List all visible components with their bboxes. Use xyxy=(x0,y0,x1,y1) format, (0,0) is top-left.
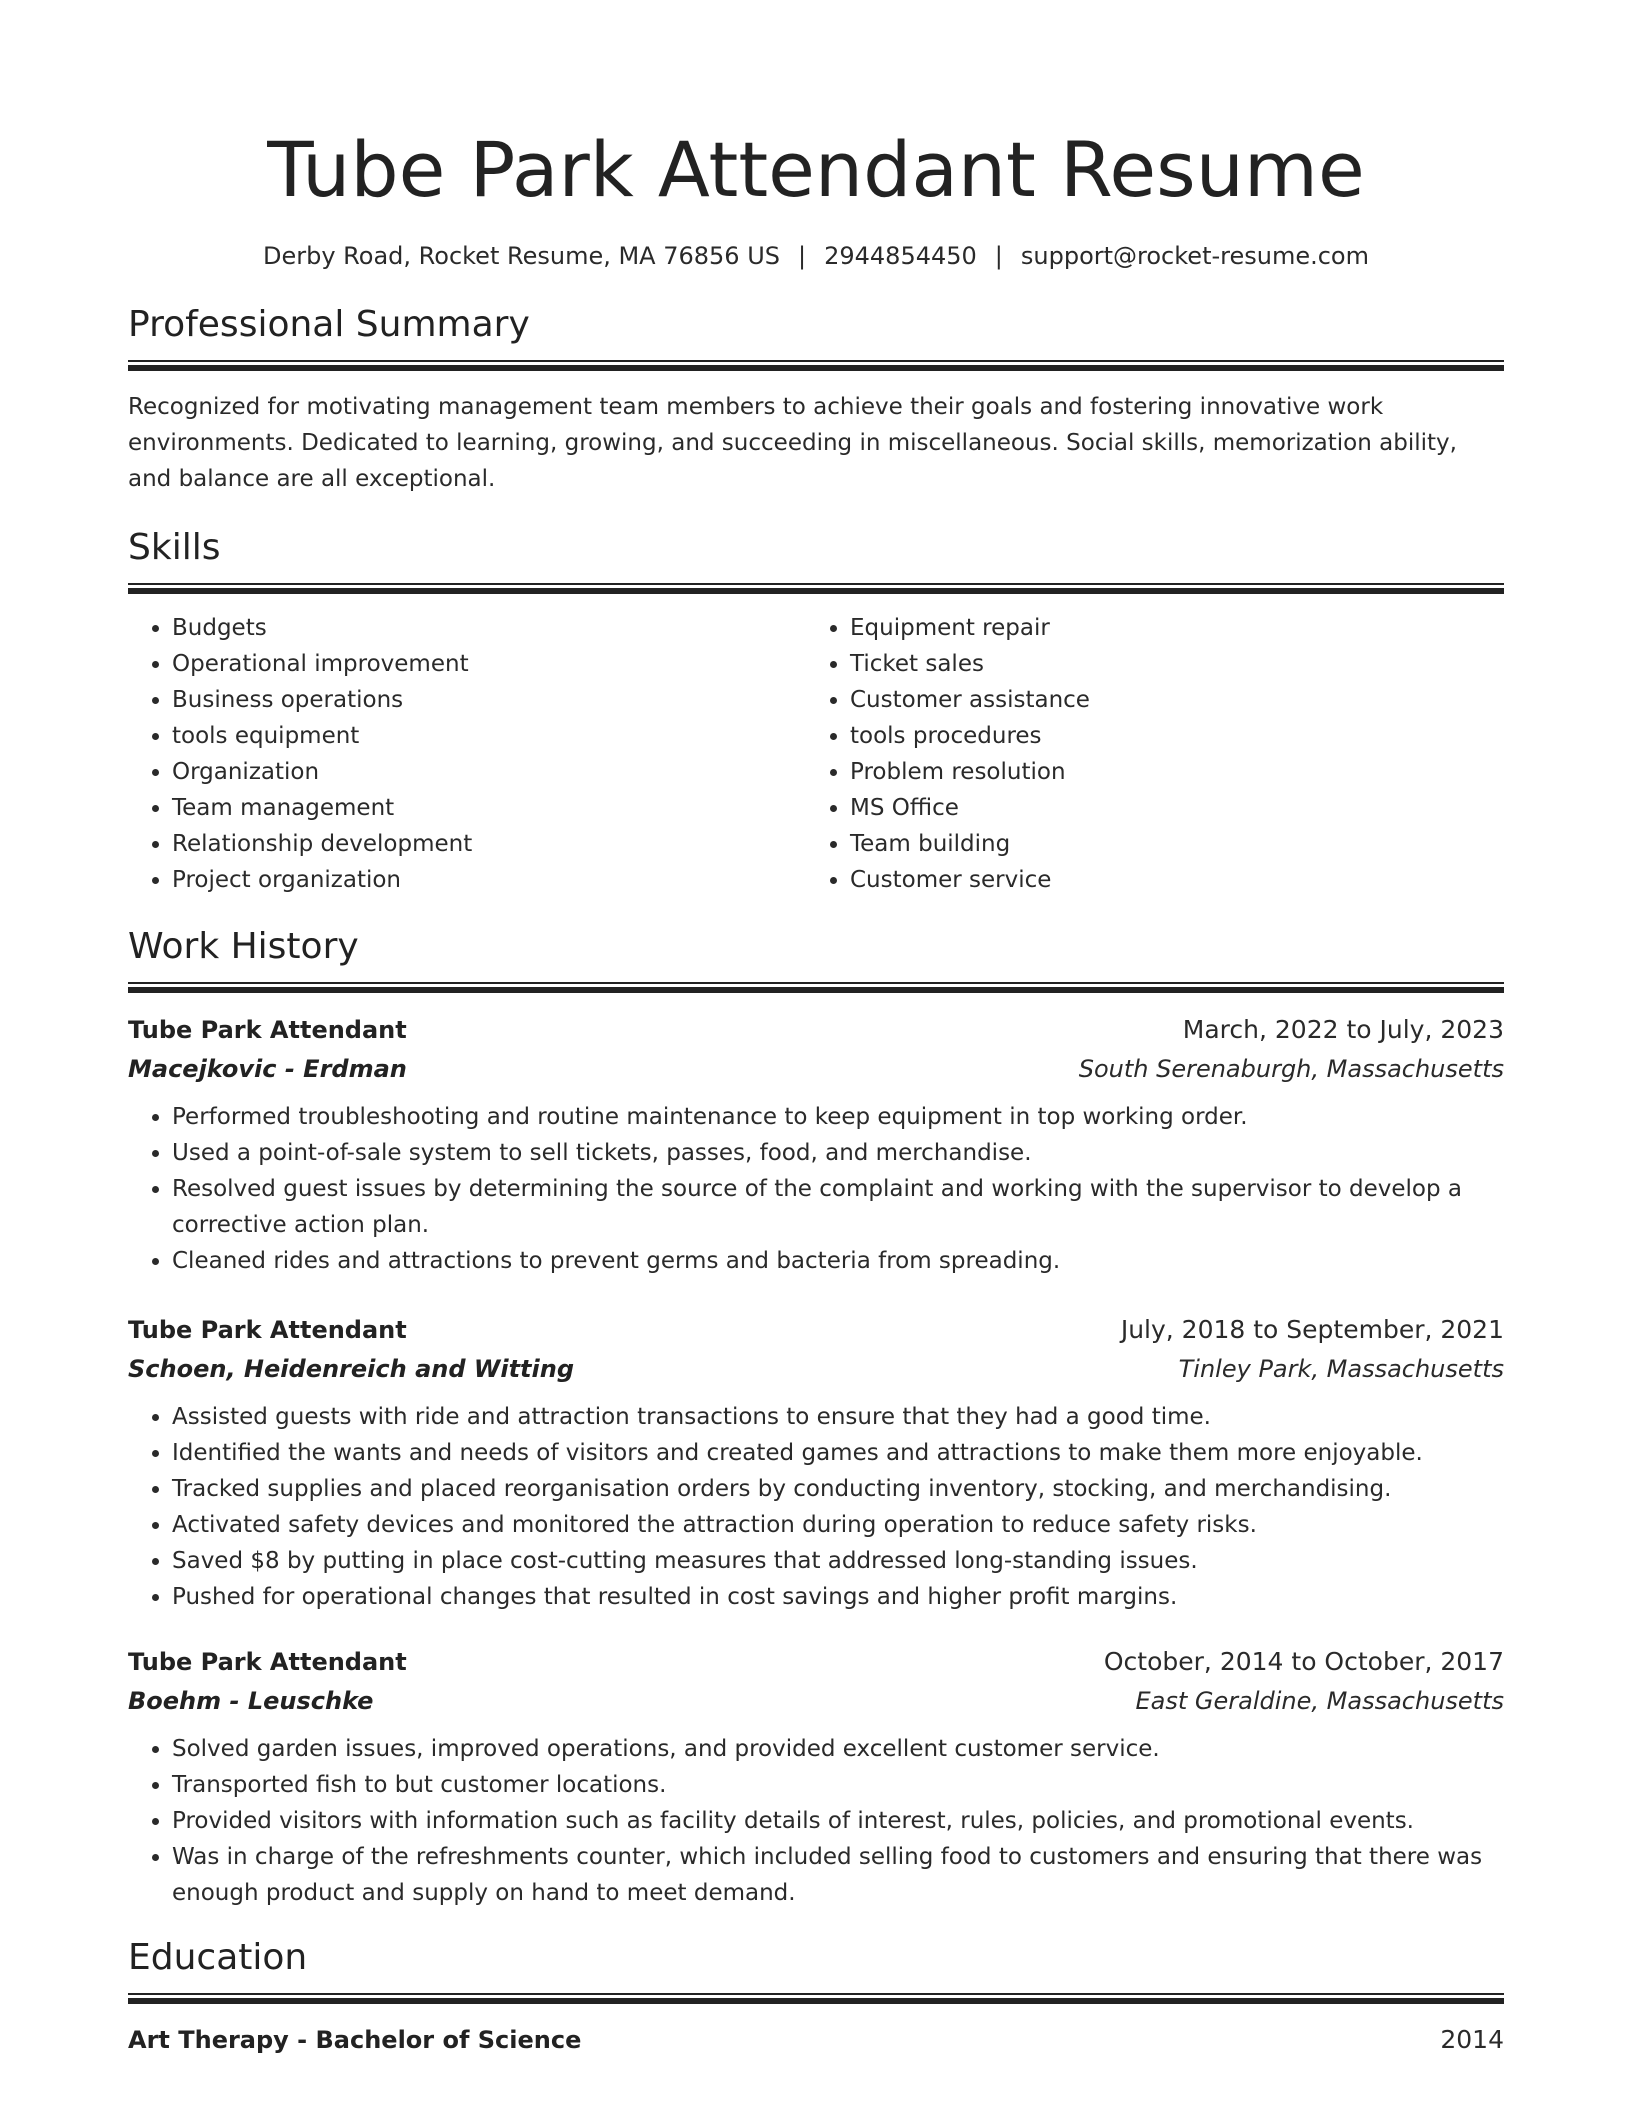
job-title: Tube Park Attendant xyxy=(128,1648,407,1676)
job-entry xyxy=(128,1311,1504,1615)
contact-line xyxy=(128,240,1504,272)
job-title: Tube Park Attendant xyxy=(128,1316,407,1344)
education-degree: Art Therapy - Bachelor of Science xyxy=(128,2026,582,2054)
job-bullet: • Identified the wants and needs of visitors and created games and attractions to make them more enjoyable. xyxy=(172,1435,1504,1471)
skills-section xyxy=(128,525,1504,898)
section-divider xyxy=(128,360,1504,371)
summary-section xyxy=(128,302,1504,497)
skill-item: • MS Office xyxy=(850,790,1484,826)
job-bullet: • Assisted guests with ride and attraction transactions to ensure that they had a good time. xyxy=(172,1399,1504,1435)
job-company: Schoen, Heidenreich and Witting xyxy=(128,1355,575,1383)
skill-item: • Relationship development xyxy=(172,826,806,862)
skill-item: • Customer assistance xyxy=(850,682,1484,718)
job-company-row xyxy=(128,1049,1504,1089)
skill-item: • Equipment repair xyxy=(850,610,1484,646)
job-bullet: • Tracked supplies and placed reorganisation orders by conducting inventory, stocking, and merchandising. xyxy=(172,1471,1504,1507)
contact-separator: | xyxy=(798,242,807,270)
job-company: Macejkovic - Erdman xyxy=(128,1055,407,1083)
skills-list-right xyxy=(806,610,1484,898)
skill-item: • tools procedures xyxy=(850,718,1484,754)
skill-item: • Budgets xyxy=(172,610,806,646)
education-entry xyxy=(128,2020,1504,2060)
skill-item: • Team building xyxy=(850,826,1484,862)
work-history-section xyxy=(128,924,1504,1911)
job-bullet: • Was in charge of the refreshments counter, which included selling food to customers and ensuring that there was enough product and supply on hand to meet demand. xyxy=(172,1839,1504,1911)
contact-separator: | xyxy=(994,242,1003,270)
job-header-row xyxy=(128,1311,1504,1349)
resume-page xyxy=(128,0,1504,2060)
job-bullet: • Used a point-of-sale system to sell tickets, passes, food, and merchandise. xyxy=(172,1135,1504,1171)
skill-item: • Problem resolution xyxy=(850,754,1484,790)
skills-heading: Skills xyxy=(128,527,221,568)
job-bullet: • Pushed for operational changes that resulted in cost savings and higher profit margins. xyxy=(172,1579,1504,1615)
job-entry xyxy=(128,1011,1504,1279)
skills-list-left xyxy=(128,610,806,898)
job-header-row xyxy=(128,1643,1504,1681)
job-dates: October, 2014 to October, 2017 xyxy=(1103,1647,1504,1676)
job-location: East Geraldine, Massachusetts xyxy=(1135,1687,1504,1715)
skills-columns xyxy=(128,610,1504,898)
skill-item: • Operational improvement xyxy=(172,646,806,682)
job-company-row xyxy=(128,1349,1504,1389)
job-company-row xyxy=(128,1681,1504,1721)
education-section xyxy=(128,1935,1504,2060)
job-bullets xyxy=(128,1099,1504,1279)
job-bullet: • Provided visitors with information such as facility details of interest, rules, policies, and promotional events. xyxy=(172,1803,1504,1839)
resume-title: Tube Park Attendant Resume xyxy=(267,125,1365,214)
job-bullets xyxy=(128,1399,1504,1615)
section-divider xyxy=(128,583,1504,594)
job-bullet: • Solved garden issues, improved operations, and provided excellent customer service. xyxy=(172,1731,1504,1767)
job-bullet: • Transported fish to but customer locations. xyxy=(172,1767,1504,1803)
work-history-heading: Work History xyxy=(128,926,359,967)
summary-text: Recognized for motivating management team members to achieve their goals and fostering innovative work environments. Dedicated to learning, growing, and succeeding in miscellaneous. Social skills, memorization ability, and balance are all exceptional. xyxy=(128,394,1457,492)
job-bullet: • Activated safety devices and monitored the attraction during operation to reduce safety risks. xyxy=(172,1507,1504,1543)
education-year: 2014 xyxy=(1440,2025,1504,2054)
job-bullet: • Resolved guest issues by determining the source of the complaint and working with the supervisor to develop a corrective action plan. xyxy=(172,1171,1504,1243)
section-divider xyxy=(128,1993,1504,2004)
skill-item: • Ticket sales xyxy=(850,646,1484,682)
job-bullet: • Saved $8 by putting in place cost-cutting measures that addressed long-standing issues. xyxy=(172,1543,1504,1579)
job-title: Tube Park Attendant xyxy=(128,1016,407,1044)
skill-item: • Customer service xyxy=(850,862,1484,898)
skill-item: • Business operations xyxy=(172,682,806,718)
job-dates: March, 2022 to July, 2023 xyxy=(1182,1015,1504,1044)
skill-item: • tools equipment xyxy=(172,718,806,754)
skill-item: • Project organization xyxy=(172,862,806,898)
contact-phone: 2944854450 xyxy=(824,242,977,270)
job-dates: July, 2018 to September, 2021 xyxy=(1120,1315,1504,1344)
job-entry xyxy=(128,1643,1504,1911)
summary-heading: Professional Summary xyxy=(128,304,530,345)
job-bullet: • Performed troubleshooting and routine maintenance to keep equipment in top working order. xyxy=(172,1099,1504,1135)
job-bullets xyxy=(128,1731,1504,1911)
section-divider xyxy=(128,982,1504,993)
job-location: South Serenaburgh, Massachusetts xyxy=(1078,1055,1504,1083)
skill-item: • Team management xyxy=(172,790,806,826)
job-bullet: • Cleaned rides and attractions to prevent germs and bacteria from spreading. xyxy=(172,1243,1504,1279)
job-header-row xyxy=(128,1011,1504,1049)
contact-email: support@rocket-resume.com xyxy=(1020,242,1369,270)
job-location: Tinley Park, Massachusetts xyxy=(1178,1355,1504,1383)
skill-item: • Organization xyxy=(172,754,806,790)
contact-address: Derby Road, Rocket Resume, MA 76856 US xyxy=(263,242,780,270)
job-company: Boehm - Leuschke xyxy=(128,1687,374,1715)
education-heading: Education xyxy=(128,1937,308,1978)
